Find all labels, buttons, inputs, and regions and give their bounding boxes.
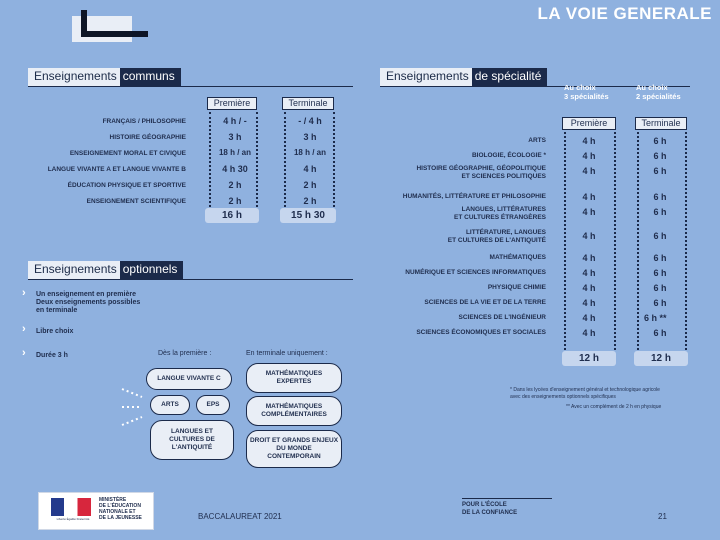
cell-terminale: 18 h / an xyxy=(293,148,326,157)
cell-premiere: 4 h xyxy=(582,268,596,278)
communs-header xyxy=(28,68,181,86)
chevron-right-icon: › xyxy=(22,287,26,299)
specialite-col-terminale: Terminale xyxy=(635,117,687,130)
chevron-right-icon: › xyxy=(22,347,26,359)
cell-premiere: 4 h xyxy=(582,151,596,161)
cell-terminale: 6 h xyxy=(653,253,667,263)
row-label: ÉDUCATION PHYSIQUE ET SPORTIVE xyxy=(67,182,186,189)
table-row xyxy=(380,149,700,164)
table-row xyxy=(380,311,700,326)
cell-terminale: 2 h xyxy=(303,180,317,190)
specialite-header-dark: de spécialité xyxy=(472,68,548,86)
optionnels-bullet-1: Un enseignement en première Deux enseignements possibles en terminale xyxy=(36,291,141,314)
choix-terminale-label: Au choix 2 spécialités xyxy=(636,83,681,101)
cell-terminale: 6 h xyxy=(653,268,667,278)
row-label: ENSEIGNEMENT SCIENTIFIQUE xyxy=(86,198,186,205)
table-row xyxy=(10,130,350,146)
en-terminale-label: En terminale uniquement : xyxy=(246,350,328,357)
cell-terminale: 6 h xyxy=(653,136,667,146)
table-row xyxy=(380,190,700,205)
optionnels-bullet-3: Durée 3 h xyxy=(36,352,68,359)
footer-center-text: BACCALAUREAT 2021 xyxy=(198,512,282,521)
cell-premiere: 4 h xyxy=(582,328,596,338)
cell-premiere: 4 h xyxy=(582,192,596,202)
optionnels-line xyxy=(28,279,353,280)
cell-premiere: 4 h xyxy=(582,231,596,241)
cell-premiere: 4 h xyxy=(582,136,596,146)
flag-icon xyxy=(45,498,95,520)
specialite-total-terminale: 12 h xyxy=(634,351,688,366)
communs-total-terminale: 15 h 30 xyxy=(280,208,336,223)
row-label: LANGUES, LITTÉRATURES ET CULTURES ÉTRANGÈRES xyxy=(454,206,546,221)
cell-premiere: 3 h xyxy=(228,132,242,142)
table-row xyxy=(380,296,700,311)
cell-premiere: 18 h / an xyxy=(218,148,251,157)
row-label: HISTOIRE GÉOGRAPHIE xyxy=(109,134,186,141)
option-droit-enjeux: DROIT ET GRANDS ENJEUX DU MONDE CONTEMPORAIN xyxy=(246,430,342,468)
row-label: SCIENCES DE LA VIE ET DE LA TERRE xyxy=(424,299,546,306)
cell-premiere: 2 h xyxy=(228,180,242,190)
communs-line xyxy=(28,86,353,87)
communs-header-white: Enseignements xyxy=(28,68,120,86)
table-row xyxy=(380,134,700,149)
footnote-2: ** Avec un complément de 2 h en physique xyxy=(566,404,662,410)
optionnels-header xyxy=(28,261,183,279)
cell-terminale: 6 h xyxy=(653,166,667,176)
cell-terminale: 6 h xyxy=(653,328,667,338)
row-label: SCIENCES ÉCONOMIQUES ET SOCIALES xyxy=(416,329,546,336)
table-row xyxy=(10,162,350,178)
option-langue-vivante-c: LANGUE VIVANTE C xyxy=(146,368,232,390)
table-row xyxy=(10,146,350,162)
footnote-1: * Dans les lycées d'enseignement général et technologique agricole avec des enseignements optionnels spécifiques xyxy=(510,387,660,400)
cell-terminale: - / 4 h xyxy=(298,116,322,126)
cell-premiere: 4 h xyxy=(582,298,596,308)
optionnels-bullet-2: Libre choix xyxy=(36,328,74,335)
cell-terminale: 6 h xyxy=(653,192,667,202)
cell-premiere: 4 h xyxy=(582,313,596,323)
cell-premiere: 4 h xyxy=(582,166,596,176)
row-label: SCIENCES DE L'INGÉNIEUR xyxy=(458,314,546,321)
ministry-logo xyxy=(38,492,154,530)
row-label: ENSEIGNEMENT MORAL ET CIVIQUE xyxy=(69,150,186,157)
corner-mark-icon xyxy=(72,10,148,44)
cell-terminale: 6 h xyxy=(653,283,667,293)
row-label: ARTS xyxy=(528,137,546,144)
specialite-rows xyxy=(380,134,700,341)
row-label: PHYSIQUE CHIMIE xyxy=(487,284,546,291)
des-premiere-label: Dès la première : xyxy=(158,350,212,357)
cell-terminale: 6 h xyxy=(653,207,667,217)
option-maths-expertes: MATHÉMATIQUES EXPERTES xyxy=(246,363,342,393)
cell-terminale: 6 h xyxy=(653,231,667,241)
table-row xyxy=(380,164,700,190)
page-title: LA VOIE GENERALE xyxy=(537,4,712,23)
cell-premiere: 4 h xyxy=(582,283,596,293)
communs-col-terminale: Terminale xyxy=(282,97,334,110)
specialite-header-white: Enseignements xyxy=(380,68,472,86)
specialite-header xyxy=(380,68,547,86)
cell-terminale: 6 h xyxy=(653,298,667,308)
row-label: HUMANITÉS, LITTÉRATURE ET PHILOSOPHIE xyxy=(402,193,546,200)
cell-terminale: 3 h xyxy=(303,132,317,142)
specialite-col-premiere: Première xyxy=(562,117,616,130)
ecole-confiance-logo: POUR L'ÉCOLE DE LA CONFIANCE xyxy=(462,498,552,517)
table-row xyxy=(380,266,700,281)
table-row xyxy=(380,281,700,296)
cell-premiere: 2 h xyxy=(228,196,242,206)
optionnels-header-white: Enseignements xyxy=(28,261,120,279)
table-row xyxy=(380,326,700,341)
row-label: FRANÇAIS / PHILOSOPHIE xyxy=(102,118,186,125)
table-row xyxy=(10,114,350,130)
chevron-right-icon: › xyxy=(22,323,26,335)
ministry-name: MINISTÈRE DE L'ÉDUCATION NATIONALE ET DE LA JEUNESSE xyxy=(99,497,142,521)
republique-motto: Liberté Égalité Fraternité xyxy=(56,517,90,521)
optionnels-header-dark: optionnels xyxy=(120,261,184,279)
table-row xyxy=(380,205,700,227)
cell-terminale: 6 h ** xyxy=(644,313,667,323)
option-eps: EPS xyxy=(196,395,230,415)
cell-premiere: 4 h xyxy=(582,207,596,217)
option-maths-complementaires: MATHÉMATIQUES COMPLÉMENTAIRES xyxy=(246,396,342,426)
row-label: NUMÉRIQUE ET SCIENCES INFORMATIQUES xyxy=(405,269,546,276)
table-row xyxy=(380,251,700,266)
cell-terminale: 4 h xyxy=(303,164,317,174)
cell-terminale: 2 h xyxy=(303,196,317,206)
row-label: MATHÉMATIQUES xyxy=(489,254,546,261)
table-row xyxy=(380,227,700,251)
row-label: LANGUE VIVANTE A ET LANGUE VIVANTE B xyxy=(47,166,186,173)
dotted-connector-icon xyxy=(118,385,148,430)
page-number: 21 xyxy=(658,512,667,521)
cell-terminale: 6 h xyxy=(653,151,667,161)
communs-header-dark: communs xyxy=(120,68,181,86)
communs-total-premiere: 16 h xyxy=(205,208,259,223)
option-arts: ARTS xyxy=(150,395,190,415)
row-label: BIOLOGIE, ÉCOLOGIE * xyxy=(471,152,546,159)
communs-rows xyxy=(10,114,350,210)
specialite-total-premiere: 12 h xyxy=(562,351,616,366)
table-row xyxy=(10,178,350,194)
row-label: LITTÉRATURE, LANGUES ET CULTURES DE L'ANTIQUITÉ xyxy=(447,229,546,244)
row-label: HISTOIRE GÉOGRAPHIE, GÉOPOLITIQUE ET SCIENCES POLITIQUES xyxy=(416,165,546,180)
cell-premiere: 4 h xyxy=(582,253,596,263)
cell-premiere: 4 h / - xyxy=(223,116,247,126)
cell-premiere: 4 h 30 xyxy=(222,164,248,174)
choix-premiere-label: Au choix 3 spécialités xyxy=(564,83,609,101)
communs-col-premiere: Première xyxy=(207,97,257,110)
option-langues-antiquite: LANGUES ET CULTURES DE L'ANTIQUITÉ xyxy=(150,420,234,460)
